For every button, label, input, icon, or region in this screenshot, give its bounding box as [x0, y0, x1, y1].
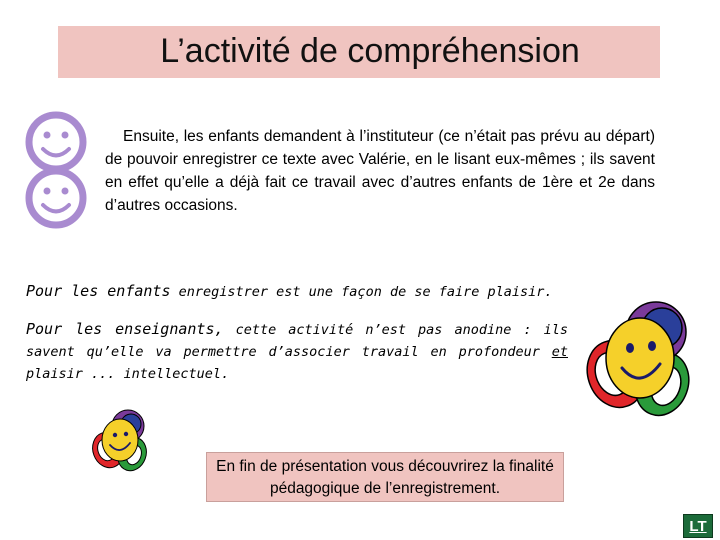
small-smiley-flower-icon — [90, 408, 150, 474]
title-bar — [58, 26, 660, 78]
intro-paragraph — [105, 125, 655, 217]
teachers-statement — [26, 318, 568, 385]
intro-lead-word: Ensuite — [123, 128, 175, 145]
smiley-flower-icon — [584, 298, 696, 422]
kids-label: Pour les enfants — [26, 282, 171, 300]
teachers-text-after: plaisir ... intellectuel. — [26, 366, 230, 382]
teachers-underlined-word: et — [551, 344, 568, 360]
teachers-label: Pour les enseignants, — [26, 320, 224, 338]
kids-text: enregistrer est une façon de se faire plaisir. — [170, 284, 553, 300]
page-title: L’activité de compréhension — [160, 32, 580, 70]
kids-statement — [26, 282, 586, 300]
lt-link-button[interactable]: LT — [683, 514, 713, 538]
teachers-text-before: cette activité n’est pas anodine : ils savent qu’elle va permettre d’associer travail en profondeur — [26, 322, 568, 360]
closing-note: En fin de présentation vous découvrirez la finalité pédagogique de l’enregistrement. — [206, 452, 564, 502]
intro-text: , les enfants demandent à l’instituteur (ce n’était pas prévu au départ) de pouvoir enregistrer ce texte avec Valérie, en le lisant eux-mêmes ; ils savent en effet qu’elle a déjà fait ce travail avec d’autres enfants de 1ère et 2e dans d’autres occasions. — [105, 128, 655, 214]
smiley-faces-icon — [18, 104, 98, 234]
